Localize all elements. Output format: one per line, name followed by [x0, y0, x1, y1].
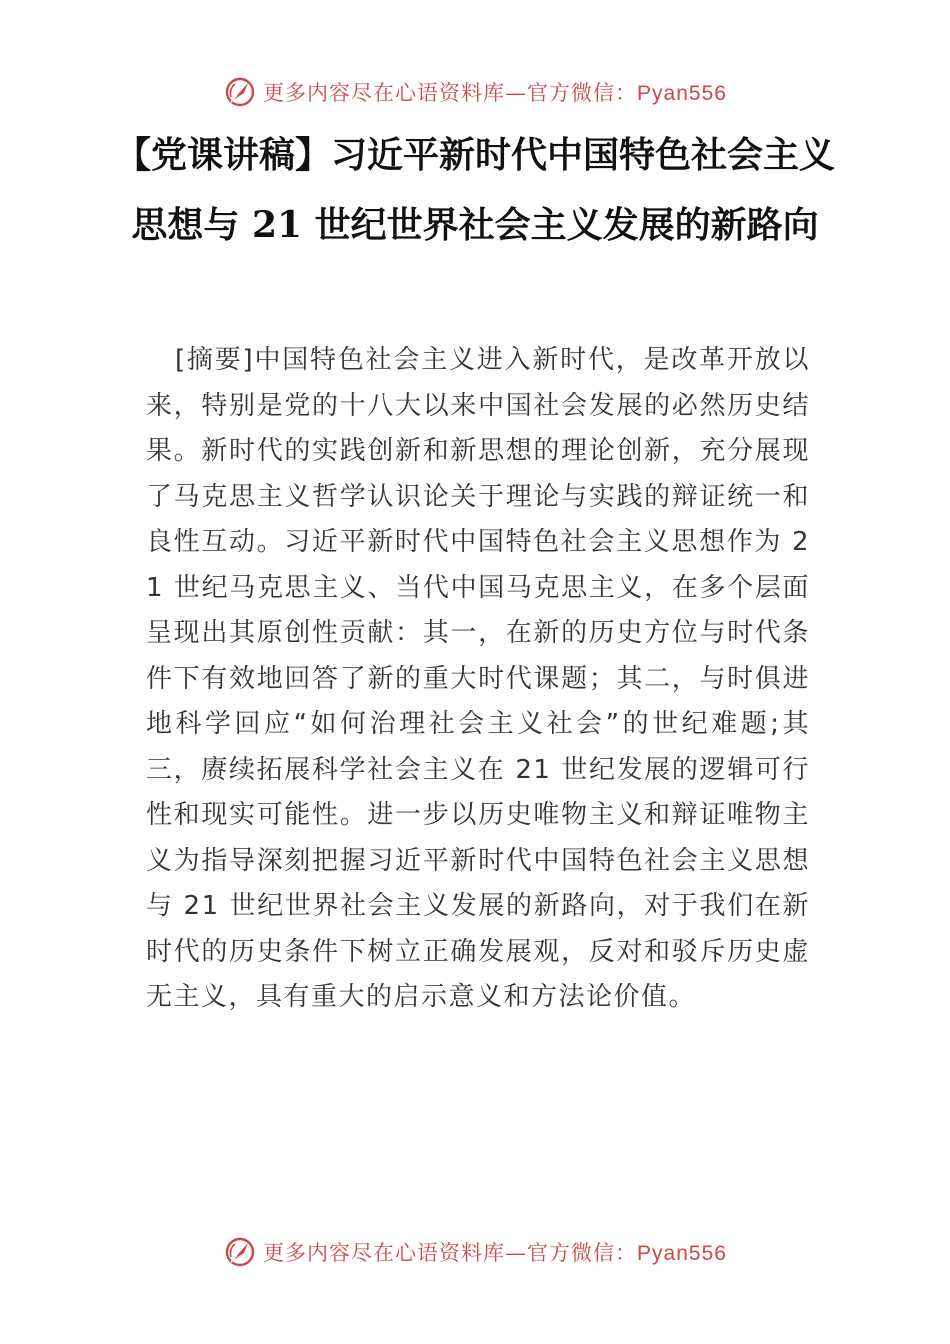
wechat-id: Pyan556	[637, 1242, 727, 1265]
footer-banner	[0, 1232, 950, 1272]
document-title	[60, 120, 890, 260]
header-banner	[0, 72, 950, 112]
abstract-paragraph: [摘要]中国特色社会主义进入新时代，是改革开放以来，特别是党的十八大以来中国社会发展的必然历史结果。新时代的实践创新和新思想的理论创新，充分展现了马克思主义哲学认识论关于理论与实践的辩证统一和良性互动。习近平新时代中国特色社会主义思想作为 21 世纪马克思主义、当代中国马克思主义，在多个层面呈现出其原创性贡献：其一，在新的历史方位与时代条件下有效地回答了新的重大时代课题；其二，与时俱进地科学回应“如何治理社会主义社会”的世纪难题;其三，赓续拓展科学社会主义在 21 世纪发展的逻辑可行性和现实可能性。进一步以历史唯物主义和辩证唯物主义为指导深刻把握习近平新时代中国特色社会主义思想与 21 世纪世界社会主义发展的新路向，对于我们在新时代的历史条件下树立正确发展观，反对和驳斥历史虚无主义，具有重大的启示意义和方法论价值。	[146, 345, 810, 1012]
quill-pen-logo-icon	[223, 1235, 257, 1269]
banner-text: 更多内容尽在心语资料库—官方微信：Pyan556	[263, 1241, 727, 1265]
wechat-id: Pyan556	[637, 82, 727, 105]
title-line-2: 思想与 21 世纪世界社会主义发展的新路向	[131, 204, 819, 246]
title-line-1: 【党课讲稿】习近平新时代中国特色社会主义	[114, 134, 835, 176]
quill-pen-logo-icon	[223, 75, 257, 109]
banner-text: 更多内容尽在心语资料库—官方微信：Pyan556	[263, 81, 727, 105]
